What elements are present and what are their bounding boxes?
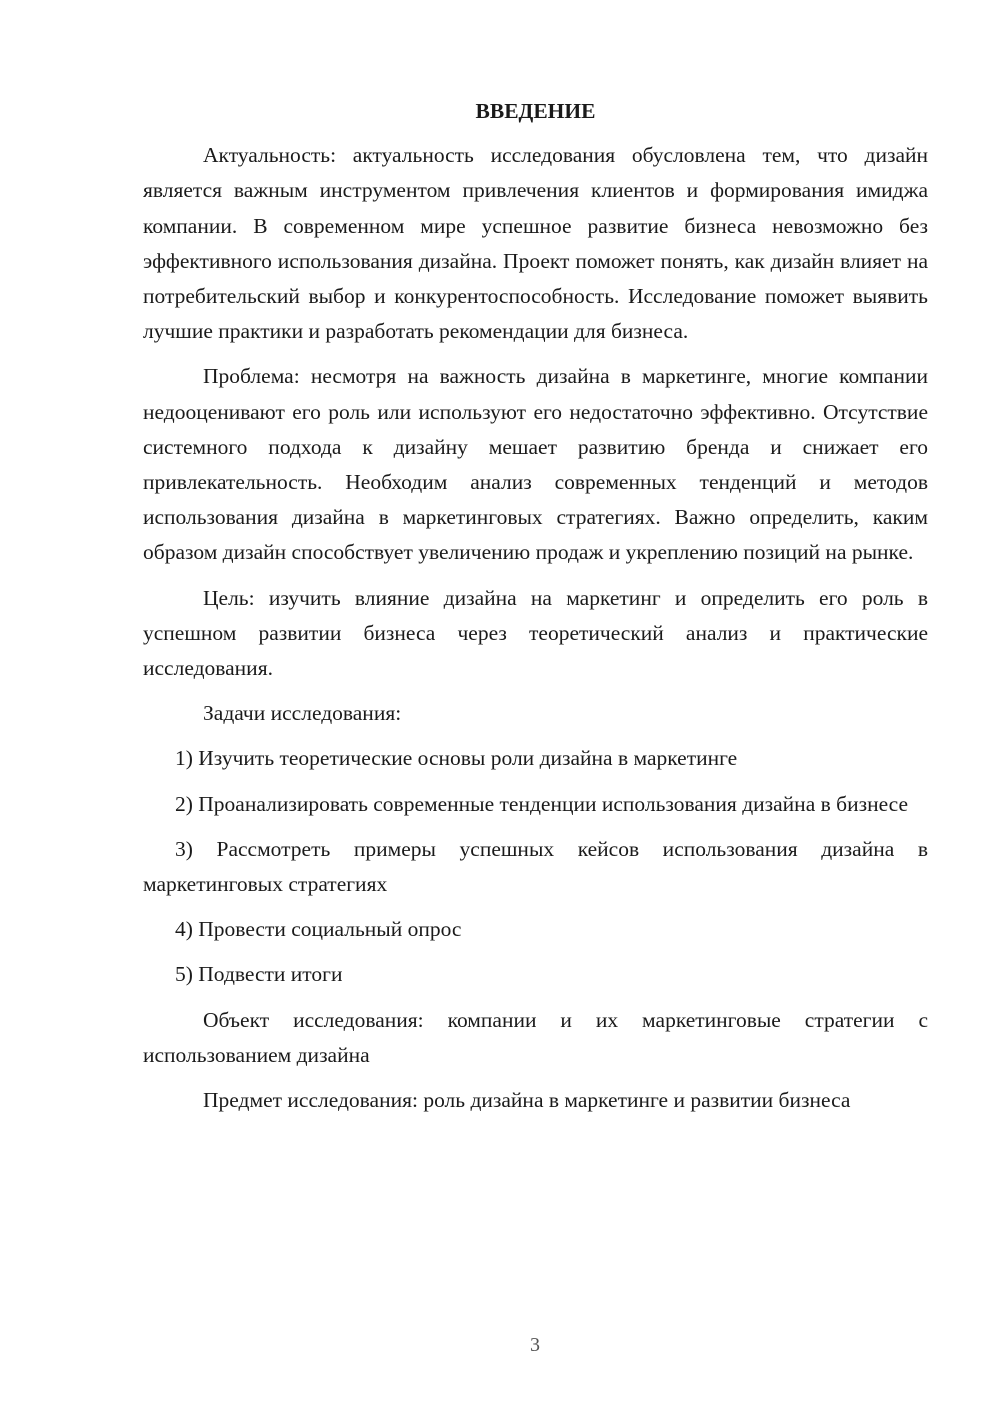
section-title: ВВЕДЕНИЕ (475, 99, 596, 123)
task-item: 4) Провести социальный опрос (175, 917, 462, 942)
task-item: 2) Проанализировать современные тенденции использования дизайна в бизнесе (175, 791, 909, 816)
research-subject-paragraph: Предмет исследования: роль дизайна в маркетинге и развитии бизнеса (203, 1088, 851, 1113)
relevance-paragraph: Актуальность: актуальность исследования обусловлена тем, что дизайн является важным инструментом привлечения клиентов и формирования имиджа компании. В современном мире успешное развитие бизнеса невозможно без эффективного использования дизайна. Проект поможет понять, как дизайн влияет на потребительский выбор и конкурентоспособность. Исследование поможет выявить лучшие практики и разработать рекомендации для бизнеса. (143, 143, 928, 344)
problem-paragraph: Проблема: несмотря на важность дизайна в маркетинге, многие компании недооценивают его роль или используют его недостаточно эффективно. Отсутствие системного подхода к дизайну мешает развитию бренда и снижает его привлекательность. Необходим анализ современных тенденций и методов использования дизайна в маркетинговых стратегиях. Важно определить, каким образом дизайн способствует увеличению продаж и укреплению позиций на рынке. (143, 364, 928, 565)
goal-paragraph: Цель: изучить влияние дизайна на маркетинг и определить его роль в успешном развитии бизнеса через теоретический анализ и практические исследования. (143, 585, 928, 681)
document-body (143, 94, 928, 1128)
tasks-heading: Задачи исследования: (203, 701, 402, 726)
task-item: 3) Рассмотреть примеры успешных кейсов использования дизайна в маркетинговых стратегиях (143, 836, 928, 897)
page-number: 3 (530, 1334, 540, 1356)
task-item: 1) Изучить теоретические основы роли дизайна в маркетинге (175, 746, 738, 771)
task-item: 5) Подвести итоги (175, 962, 343, 987)
research-object-paragraph: Объект исследования: компании и их маркетинговые стратегии с использованием дизайна (143, 1007, 928, 1067)
